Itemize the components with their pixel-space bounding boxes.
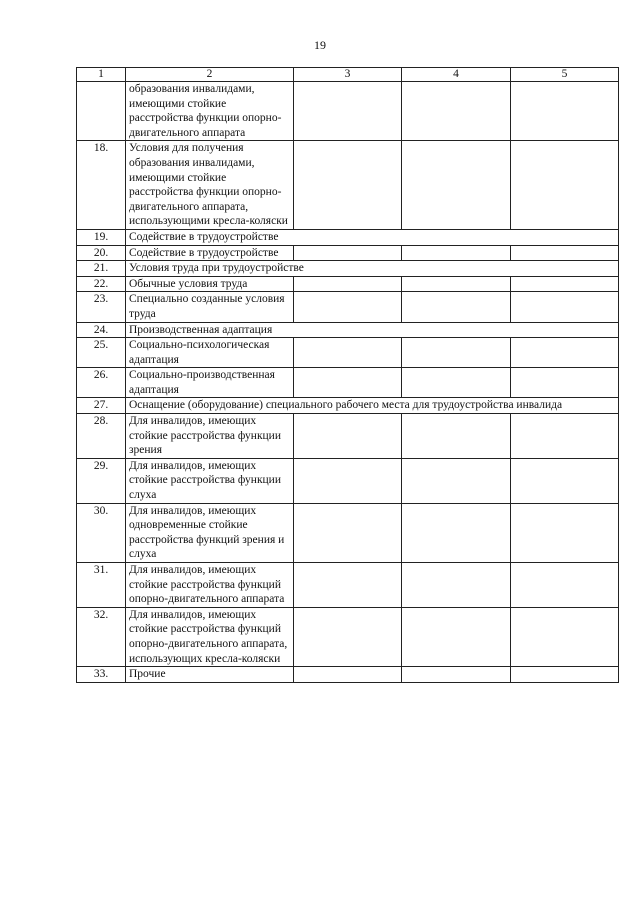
empty-cell-col-5 bbox=[511, 503, 619, 562]
table-row bbox=[77, 398, 619, 414]
empty-cell-col-5 bbox=[511, 607, 619, 666]
table-row bbox=[77, 563, 619, 608]
empty-cell-col-3 bbox=[294, 82, 402, 141]
table-row bbox=[77, 82, 619, 141]
table-row bbox=[77, 141, 619, 230]
empty-cell-col-3 bbox=[294, 338, 402, 368]
empty-cell-col-4 bbox=[402, 368, 511, 398]
row-number-cell: 25. bbox=[77, 338, 126, 368]
empty-cell-col-4 bbox=[402, 82, 511, 141]
row-label-cell: Условия труда при трудоустройстве bbox=[126, 261, 619, 277]
table-row bbox=[77, 503, 619, 562]
table-header-row bbox=[77, 68, 619, 82]
row-number-cell: 23. bbox=[77, 292, 126, 322]
empty-cell-col-4 bbox=[402, 292, 511, 322]
table-row bbox=[77, 338, 619, 368]
empty-cell-col-4 bbox=[402, 667, 511, 683]
row-number-cell bbox=[77, 82, 126, 141]
row-label-cell: Для инвалидов, имеющих стойкие расстройства функций опорно-двигательного аппарата bbox=[126, 563, 294, 608]
column-header-2: 2 bbox=[126, 68, 294, 82]
empty-cell-col-4 bbox=[402, 503, 511, 562]
row-label-cell: Содействие в трудоустройстве bbox=[126, 245, 294, 261]
empty-cell-col-3 bbox=[294, 292, 402, 322]
empty-cell-col-5 bbox=[511, 276, 619, 292]
row-label-cell: Для инвалидов, имеющих стойкие расстройства функций опорно-двигательного аппарата, использующих кресла-коляски bbox=[126, 607, 294, 666]
table-row bbox=[77, 414, 619, 459]
table-row bbox=[77, 229, 619, 245]
empty-cell-col-3 bbox=[294, 245, 402, 261]
column-header-1: 1 bbox=[77, 68, 126, 82]
empty-cell-col-5 bbox=[511, 82, 619, 141]
column-header-5: 5 bbox=[511, 68, 619, 82]
row-label-cell: Специально созданные условия труда bbox=[126, 292, 294, 322]
column-header-3: 3 bbox=[294, 68, 402, 82]
empty-cell-col-4 bbox=[402, 141, 511, 230]
empty-cell-col-5 bbox=[511, 338, 619, 368]
row-number-cell: 19. bbox=[77, 229, 126, 245]
empty-cell-col-5 bbox=[511, 292, 619, 322]
empty-cell-col-3 bbox=[294, 414, 402, 459]
row-number-cell: 29. bbox=[77, 458, 126, 503]
empty-cell-col-4 bbox=[402, 563, 511, 608]
table-row bbox=[77, 667, 619, 683]
row-label-cell: Содействие в трудоустройстве bbox=[126, 229, 619, 245]
row-number-cell: 28. bbox=[77, 414, 126, 459]
row-label-cell: Социально-психологическая адаптация bbox=[126, 338, 294, 368]
row-number-cell: 27. bbox=[77, 398, 126, 414]
empty-cell-col-5 bbox=[511, 458, 619, 503]
row-number-cell: 24. bbox=[77, 322, 126, 338]
empty-cell-col-5 bbox=[511, 141, 619, 230]
table-row bbox=[77, 368, 619, 398]
table-row bbox=[77, 276, 619, 292]
row-number-cell: 21. bbox=[77, 261, 126, 277]
empty-cell-col-3 bbox=[294, 458, 402, 503]
row-number-cell: 20. bbox=[77, 245, 126, 261]
column-header-4: 4 bbox=[402, 68, 511, 82]
row-number-cell: 22. bbox=[77, 276, 126, 292]
form-table bbox=[76, 67, 619, 683]
empty-cell-col-3 bbox=[294, 667, 402, 683]
row-number-cell: 18. bbox=[77, 141, 126, 230]
row-label-cell: Производственная адаптация bbox=[126, 322, 619, 338]
empty-cell-col-3 bbox=[294, 141, 402, 230]
table-row bbox=[77, 292, 619, 322]
page-number: 19 bbox=[314, 38, 326, 52]
row-number-cell: 30. bbox=[77, 503, 126, 562]
row-label-cell: Для инвалидов, имеющих стойкие расстройства функции зрения bbox=[126, 414, 294, 459]
table-row bbox=[77, 322, 619, 338]
row-number-cell: 31. bbox=[77, 563, 126, 608]
empty-cell-col-5 bbox=[511, 667, 619, 683]
empty-cell-col-4 bbox=[402, 245, 511, 261]
empty-cell-col-3 bbox=[294, 503, 402, 562]
table-row bbox=[77, 607, 619, 666]
empty-cell-col-5 bbox=[511, 563, 619, 608]
row-label-cell: Обычные условия труда bbox=[126, 276, 294, 292]
empty-cell-col-4 bbox=[402, 276, 511, 292]
row-label-cell: образования инвалидами, имеющими стойкие расстройства функции опорно-двигательного аппарата bbox=[126, 82, 294, 141]
row-label-cell: Социально-производственная адаптация bbox=[126, 368, 294, 398]
row-label-cell: Для инвалидов, имеющих одновременные стойкие расстройства функций зрения и слуха bbox=[126, 503, 294, 562]
row-label-cell: Для инвалидов, имеющих стойкие расстройства функции слуха bbox=[126, 458, 294, 503]
row-label-cell: Оснащение (оборудование) специального рабочего места для трудоустройства инвалида bbox=[126, 398, 619, 414]
table-body bbox=[77, 82, 619, 683]
row-label-cell: Условия для получения образования инвалидами, имеющими стойкие расстройства функции опорно-двигательного аппарата, использующими кресла-коляски bbox=[126, 141, 294, 230]
empty-cell-col-3 bbox=[294, 276, 402, 292]
row-number-cell: 26. bbox=[77, 368, 126, 398]
empty-cell-col-4 bbox=[402, 338, 511, 368]
empty-cell-col-5 bbox=[511, 414, 619, 459]
empty-cell-col-4 bbox=[402, 607, 511, 666]
empty-cell-col-3 bbox=[294, 368, 402, 398]
empty-cell-col-3 bbox=[294, 563, 402, 608]
empty-cell-col-5 bbox=[511, 245, 619, 261]
empty-cell-col-5 bbox=[511, 368, 619, 398]
empty-cell-col-4 bbox=[402, 458, 511, 503]
row-label-cell: Прочие bbox=[126, 667, 294, 683]
table-row bbox=[77, 245, 619, 261]
table-row bbox=[77, 458, 619, 503]
empty-cell-col-4 bbox=[402, 414, 511, 459]
table-row bbox=[77, 261, 619, 277]
row-number-cell: 33. bbox=[77, 667, 126, 683]
empty-cell-col-3 bbox=[294, 607, 402, 666]
row-number-cell: 32. bbox=[77, 607, 126, 666]
